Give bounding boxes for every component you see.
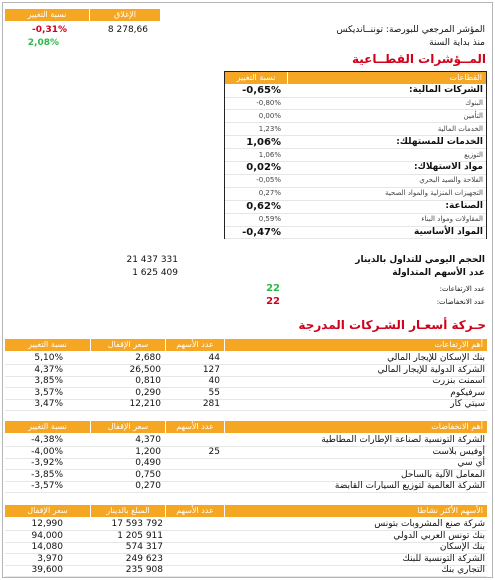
gainers-change-header: نسبة التغيير (5, 339, 90, 351)
active-volume: 1 205 911 (117, 530, 163, 541)
active-shares-header: عدد الأسهم (166, 505, 224, 517)
losers-close-header: سعر الإقفال (91, 421, 165, 433)
sector-name: المواد الأساسية (414, 226, 483, 237)
gainers-close-header: سعر الإقفال (91, 339, 165, 351)
volume-value: 21 437 331 (126, 255, 178, 265)
loser-close: 0,490 (135, 458, 161, 468)
sector-name: التجهيزات المنزلية والمواد الصحية (385, 189, 483, 198)
table-row-divider (5, 492, 487, 493)
sector-name: الفلاحة والصيد البحري (419, 176, 483, 185)
active-close-header: سعر الإقفال (5, 505, 90, 517)
loser-close: 0,750 (135, 469, 161, 480)
active-name: بنك تونس العربي الدولي (393, 530, 485, 541)
loser-close: 4,370 (135, 435, 161, 445)
gainer-shares: 44 (208, 353, 220, 363)
active-volume-header: المبلغ بالدينار (91, 505, 165, 517)
index-close-value: 8 278,66 (107, 25, 148, 35)
gainer-shares: 55 (208, 387, 220, 398)
sector-change-value: 0,00% (258, 111, 281, 120)
volume-shares: 1 625 409 (132, 268, 178, 278)
gainer-change: 5,10% (34, 353, 63, 363)
loser-name: أي سي (457, 458, 485, 468)
gainer-close: 2,680 (135, 353, 161, 363)
sector-change-value: 0,02% (246, 162, 281, 174)
active-close: 39,600 (31, 565, 63, 575)
loser-shares: 25 (208, 446, 220, 457)
gainer-shares: 127 (202, 364, 220, 375)
sector-row-divider (225, 238, 486, 239)
active-close: 94,000 (31, 530, 63, 541)
sector-name: المقاولات ومواد البناء (421, 215, 483, 223)
loser-change: -3,57% (31, 481, 63, 491)
active-close: 14,080 (31, 542, 63, 552)
active-name: بنك الإسكان (439, 542, 485, 552)
gainer-close: 26,500 (129, 364, 161, 375)
loser-change: -4,00% (31, 446, 63, 457)
index-close-header: الإغلاق (90, 9, 160, 21)
active-volume: 574 317 (125, 542, 163, 552)
gainer-close: 0,810 (135, 376, 161, 386)
listed-title: حـركة أسعـار الشـركات المدرجة (298, 318, 486, 332)
rises-count: 22 (266, 283, 280, 294)
sector-change-value: 1,06% (258, 150, 281, 159)
gainer-name: بنك الإسكان للإيجار المالي (387, 353, 485, 363)
index-label: المؤشر المرجعي للبورصة: توننــانديكس (336, 25, 485, 35)
gainer-name: سرفيكوم (450, 387, 485, 398)
sectors-table (224, 71, 487, 239)
gainer-shares: 281 (202, 399, 220, 409)
loser-shares (166, 435, 220, 446)
sector-name: مواد الاستهلاك: (414, 162, 483, 173)
loser-shares (166, 470, 220, 481)
gainers-name-header: أهم الارتفاعات (225, 339, 487, 351)
gainer-shares: 40 (208, 376, 220, 386)
gainer-change: 4,37% (34, 364, 63, 375)
loser-close: 1,200 (135, 446, 161, 457)
sectors-title: المــؤشرات القطــاعية (351, 52, 486, 66)
index-ytd-label: منذ بداية السنة (429, 38, 485, 48)
sector-change-value: 0,59% (258, 215, 281, 223)
active-close: 3,970 (37, 553, 63, 564)
sector-change-value: -0,65% (242, 85, 281, 96)
index-change-header: نسبة التغيير (5, 9, 89, 21)
active-close: 12,990 (31, 519, 63, 529)
active-volume: 17 593 792 (111, 519, 163, 529)
loser-name: الشركة التونسية لصناعة الإطارات المطاطية (321, 435, 485, 445)
volume-value-label: الحجم اليومي للتداول بالدينار (355, 255, 485, 265)
sector-change-value: -0,47% (242, 226, 281, 238)
active-volume: 235 908 (125, 565, 163, 575)
index-ytd-value: 2,08% (27, 38, 59, 48)
active-name: شركة صنع المشروبات بتونس (374, 519, 485, 529)
index-change-value: -0,31% (32, 25, 67, 35)
sectors-name-header: القطاعات (288, 72, 486, 84)
active-volume: 249 623 (125, 553, 163, 564)
table-row-divider (5, 410, 487, 411)
losers-shares-header: عدد الأسهم (166, 421, 224, 433)
losers-change-header: نسبة التغيير (5, 421, 90, 433)
loser-close: 0,270 (135, 481, 161, 491)
loser-name: أوفيس بلاست (432, 446, 485, 457)
loser-name: المعامل الآلية بالساحل (401, 469, 485, 480)
volume-shares-label: عدد الأسهم المتداولة (392, 268, 485, 278)
sector-name: التأمين (463, 111, 483, 120)
losers-name-header: أهم الانخفاضات (225, 421, 487, 433)
sector-name: الصناعة: (445, 201, 483, 212)
sector-name: التوزيع (464, 150, 483, 159)
sector-change-value: 1,06% (246, 136, 281, 148)
gainer-change: 3,57% (34, 387, 63, 398)
loser-change: -3,85% (31, 469, 63, 480)
loser-shares (166, 458, 220, 469)
sector-name: الخدمات المالية (437, 124, 483, 133)
falls-label: عدد الانخفاضات: (436, 298, 485, 306)
active-name: الشركة التونسية للبنك (402, 553, 485, 564)
gainer-name: اسمنت بنزرت (432, 376, 485, 386)
rises-label: عدد الارتفاعات: (439, 285, 485, 293)
gainer-close: 12,210 (129, 399, 161, 409)
sector-name: البنوك (465, 98, 483, 107)
sector-change-value: -0,80% (256, 98, 281, 107)
sector-name: الشركات المالية: (409, 85, 483, 95)
active-name: التجاري بنك (441, 565, 485, 575)
loser-name: الشركة العالمية لتوزيع السيارات القابضة (334, 481, 485, 491)
sectors-change-header: نسبة التغيير (225, 72, 287, 84)
loser-change: -4,38% (31, 435, 63, 445)
table-row-divider (5, 576, 487, 577)
gainer-close: 0,290 (135, 387, 161, 398)
loser-change: -3,92% (31, 458, 63, 468)
sector-name: الخدمات للمستهلك: (396, 136, 483, 147)
gainer-name: الشركة الدولية للإيجار المالي (377, 364, 485, 375)
gainers-shares-header: عدد الأسهم (166, 339, 224, 351)
gainer-change: 3,85% (34, 376, 63, 386)
sector-change-value: -0,05% (256, 176, 281, 185)
sector-change-value: 0,62% (246, 201, 281, 213)
active-name-header: الأسهم الأكثر نشاطا (225, 505, 487, 517)
falls-count: 22 (266, 296, 280, 307)
gainer-change: 3,47% (34, 399, 63, 409)
sector-change-value: 1,23% (258, 124, 281, 133)
loser-shares (166, 481, 220, 492)
sector-change-value: 0,27% (258, 189, 281, 198)
gainer-name: سيتي كار (450, 399, 485, 409)
